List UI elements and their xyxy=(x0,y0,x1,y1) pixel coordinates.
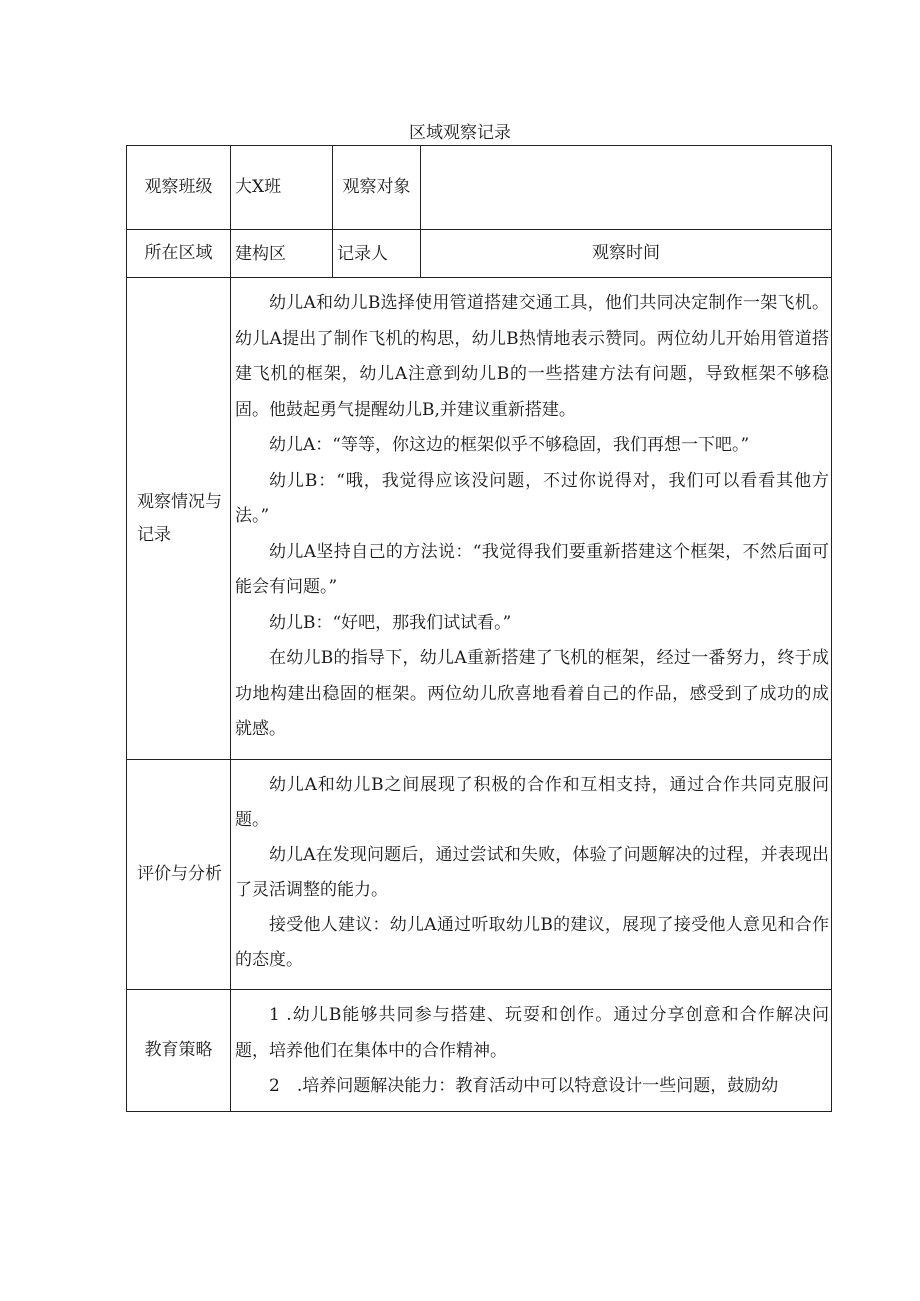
target-value xyxy=(421,146,832,230)
observation-paragraph: 幼儿B：“哦，我觉得应该没问题，不过你说得对，我们可以看看其他方法。” xyxy=(235,470,829,526)
observation-paragraph: 幼儿A坚持自己的方法说：“我觉得我们要重新搭建这个框架，不然后面可能会有问题。” xyxy=(235,541,829,597)
observation-paragraph: 在幼儿B的指导下，幼儿A重新搭建了飞机的框架，经过一番努力，终于成功地构建出稳固的框架。两位幼儿欣喜地看着自己的作品，感受到了成功的成就感。 xyxy=(235,648,829,739)
document-title: 区域观察记录 xyxy=(409,123,511,143)
class-row xyxy=(127,146,832,230)
area-row xyxy=(127,230,832,278)
strategy-row xyxy=(127,990,832,1112)
observation-content xyxy=(231,278,832,760)
strategy-paragraph: 2 .培养问题解决能力：教育活动中可以特意设计一些问题，鼓励幼 xyxy=(269,1076,779,1096)
observation-record-table xyxy=(126,145,832,1112)
time-label: 观察时间 xyxy=(421,230,832,278)
class-label: 观察班级 xyxy=(127,146,231,230)
evaluation-paragraph: 幼儿A在发现问题后，通过尝试和失败，体验了问题解决的过程，并表现出了灵活调整的能力。 xyxy=(235,845,829,900)
evaluation-paragraph: 幼儿A和幼儿B之间展现了积极的合作和互相支持，通过合作共同克服问题。 xyxy=(235,775,829,830)
strategy-content xyxy=(231,990,832,1112)
observation-row xyxy=(127,278,832,760)
observation-paragraph: 幼儿A和幼儿B选择使用管道搭建交通工具，他们共同决定制作一架飞机。幼儿A提出了制作飞机的构思，幼儿B热情地表示赞同。两位幼儿开始用管道搭建飞机的框架，幼儿A注意到幼儿B的一些搭建方法有问题，导致框架不够稳固。他鼓起勇气提醒幼儿B,并建议重新搭建。 xyxy=(235,293,829,420)
strategy-paragraph: 1 .幼儿B能够共同参与搭建、玩耍和创作。通过分享创意和合作解决问题，培养他们在集体中的合作精神。 xyxy=(235,1005,829,1061)
observation-label: 观察情况与记录 xyxy=(127,278,231,760)
evaluation-label: 评价与分析 xyxy=(127,760,231,990)
recorder-label: 记录人 xyxy=(333,230,421,278)
target-label: 观察对象 xyxy=(333,146,421,230)
observation-paragraph: 幼儿A：“等等，你这边的框架似乎不够稳固，我们再想一下吧。” xyxy=(269,435,750,455)
area-label: 所在区域 xyxy=(127,230,231,278)
evaluation-row xyxy=(127,760,832,990)
evaluation-paragraph: 接受他人建议：幼儿A通过听取幼儿B的建议，展现了接受他人意见和合作的态度。 xyxy=(235,915,829,970)
evaluation-content xyxy=(231,760,832,990)
area-value: 建构区 xyxy=(231,230,333,278)
strategy-label: 教育策略 xyxy=(127,990,231,1112)
observation-paragraph: 幼儿B：“好吧，那我们试试看。” xyxy=(269,612,512,633)
class-value: 大X班 xyxy=(231,146,333,230)
